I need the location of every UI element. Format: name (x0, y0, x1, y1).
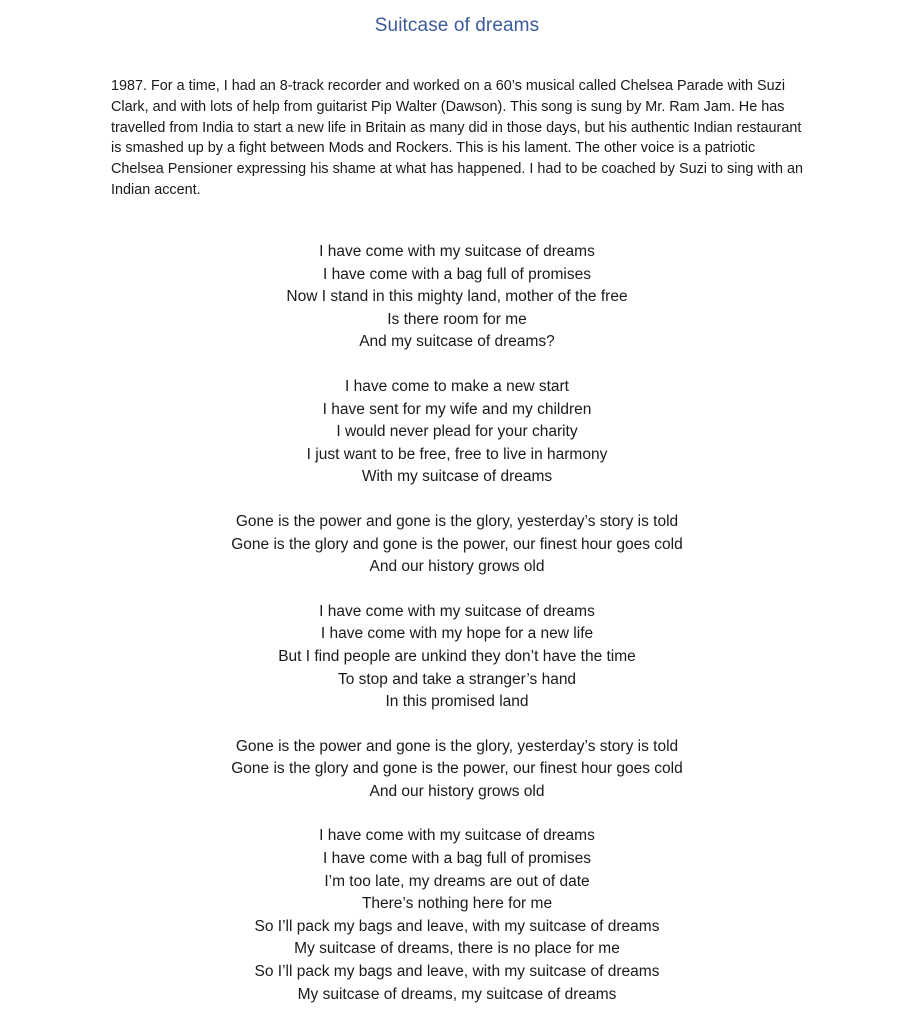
lyric-line: I have come with my suitcase of dreams (319, 602, 595, 620)
lyric-line: In this promised land (385, 693, 529, 711)
lyric-line: Gone is the glory and gone is the power, our finest hour goes cold (231, 535, 683, 553)
lyric-line: And our history grows old (369, 782, 545, 800)
lyric-stanza (0, 825, 914, 1006)
lyric-stanza (0, 601, 914, 714)
lyric-line: Is there room for me (387, 310, 527, 328)
lyric-line: I have sent for my wife and my children (322, 400, 592, 418)
lyric-line: My suitcase of dreams, my suitcase of dreams (297, 985, 617, 1003)
lyrics-block (0, 241, 914, 1028)
lyric-line: So I’ll pack my bags and leave, with my suitcase of dreams (254, 917, 660, 935)
lyric-line: Gone is the power and gone is the glory, yesterday’s story is told (235, 737, 679, 755)
lyric-line: I would never plead for your charity (336, 423, 578, 441)
lyric-line: I just want to be free, free to live in harmony (306, 445, 608, 463)
lyric-line: Gone is the power and gone is the glory, yesterday’s story is told (235, 512, 679, 530)
lyric-line: I have come with a bag full of promises (323, 850, 591, 868)
lyric-line: To stop and take a stranger’s hand (337, 670, 577, 688)
document-title: Suitcase of dreams (374, 15, 540, 36)
lyric-line: I have come with my hope for a new life (320, 625, 594, 643)
lyric-line: With my suitcase of dreams (361, 468, 553, 486)
lyric-line: There’s nothing here for me (361, 895, 553, 913)
lyric-line: Now I stand in this mighty land, mother of the free (286, 288, 628, 306)
lyric-stanza (0, 376, 914, 489)
lyric-line: And our history grows old (369, 558, 545, 576)
lyric-stanza (0, 511, 914, 579)
lyric-line: I have come with my suitcase of dreams (319, 827, 595, 845)
lyric-stanza (0, 241, 914, 354)
lyric-line: My suitcase of dreams, there is no place for me (294, 940, 620, 958)
lyric-line: And my suitcase of dreams? (359, 333, 555, 351)
lyric-line: I have come with my suitcase of dreams (319, 243, 595, 260)
lyric-line: Gone is the glory and gone is the power, our finest hour goes cold (231, 760, 683, 778)
lyric-line: So I’ll pack my bags and leave, with my suitcase of dreams (254, 963, 660, 981)
lyric-line: But I find people are unkind they don’t have the time (278, 647, 636, 665)
lyric-line: I have come to make a new start (345, 377, 569, 395)
intro-paragraph: 1987. For a time, I had an 8-track recorder and worked on a 60’s musical called Chelsea Parade with Suzi Clark, and with lots of help from guitarist Pip Walter (Dawson). This song is sung by Mr. Ram Jam. He has travelled from India to start a new life in Britain as many did in those days, but his authentic Indian restaurant is smashed up by a fight between Mods and Rockers. This is his lament. The other voice is a patriotic Chelsea Pensioner expressing his shame at what has happened. I had to be coached by Suzi to sing with an Indian accent. (111, 78, 803, 198)
lyric-line: I’m too late, my dreams are out of date (324, 872, 590, 890)
lyric-stanza (0, 736, 914, 804)
lyric-line: I have come with a bag full of promises (323, 265, 591, 283)
